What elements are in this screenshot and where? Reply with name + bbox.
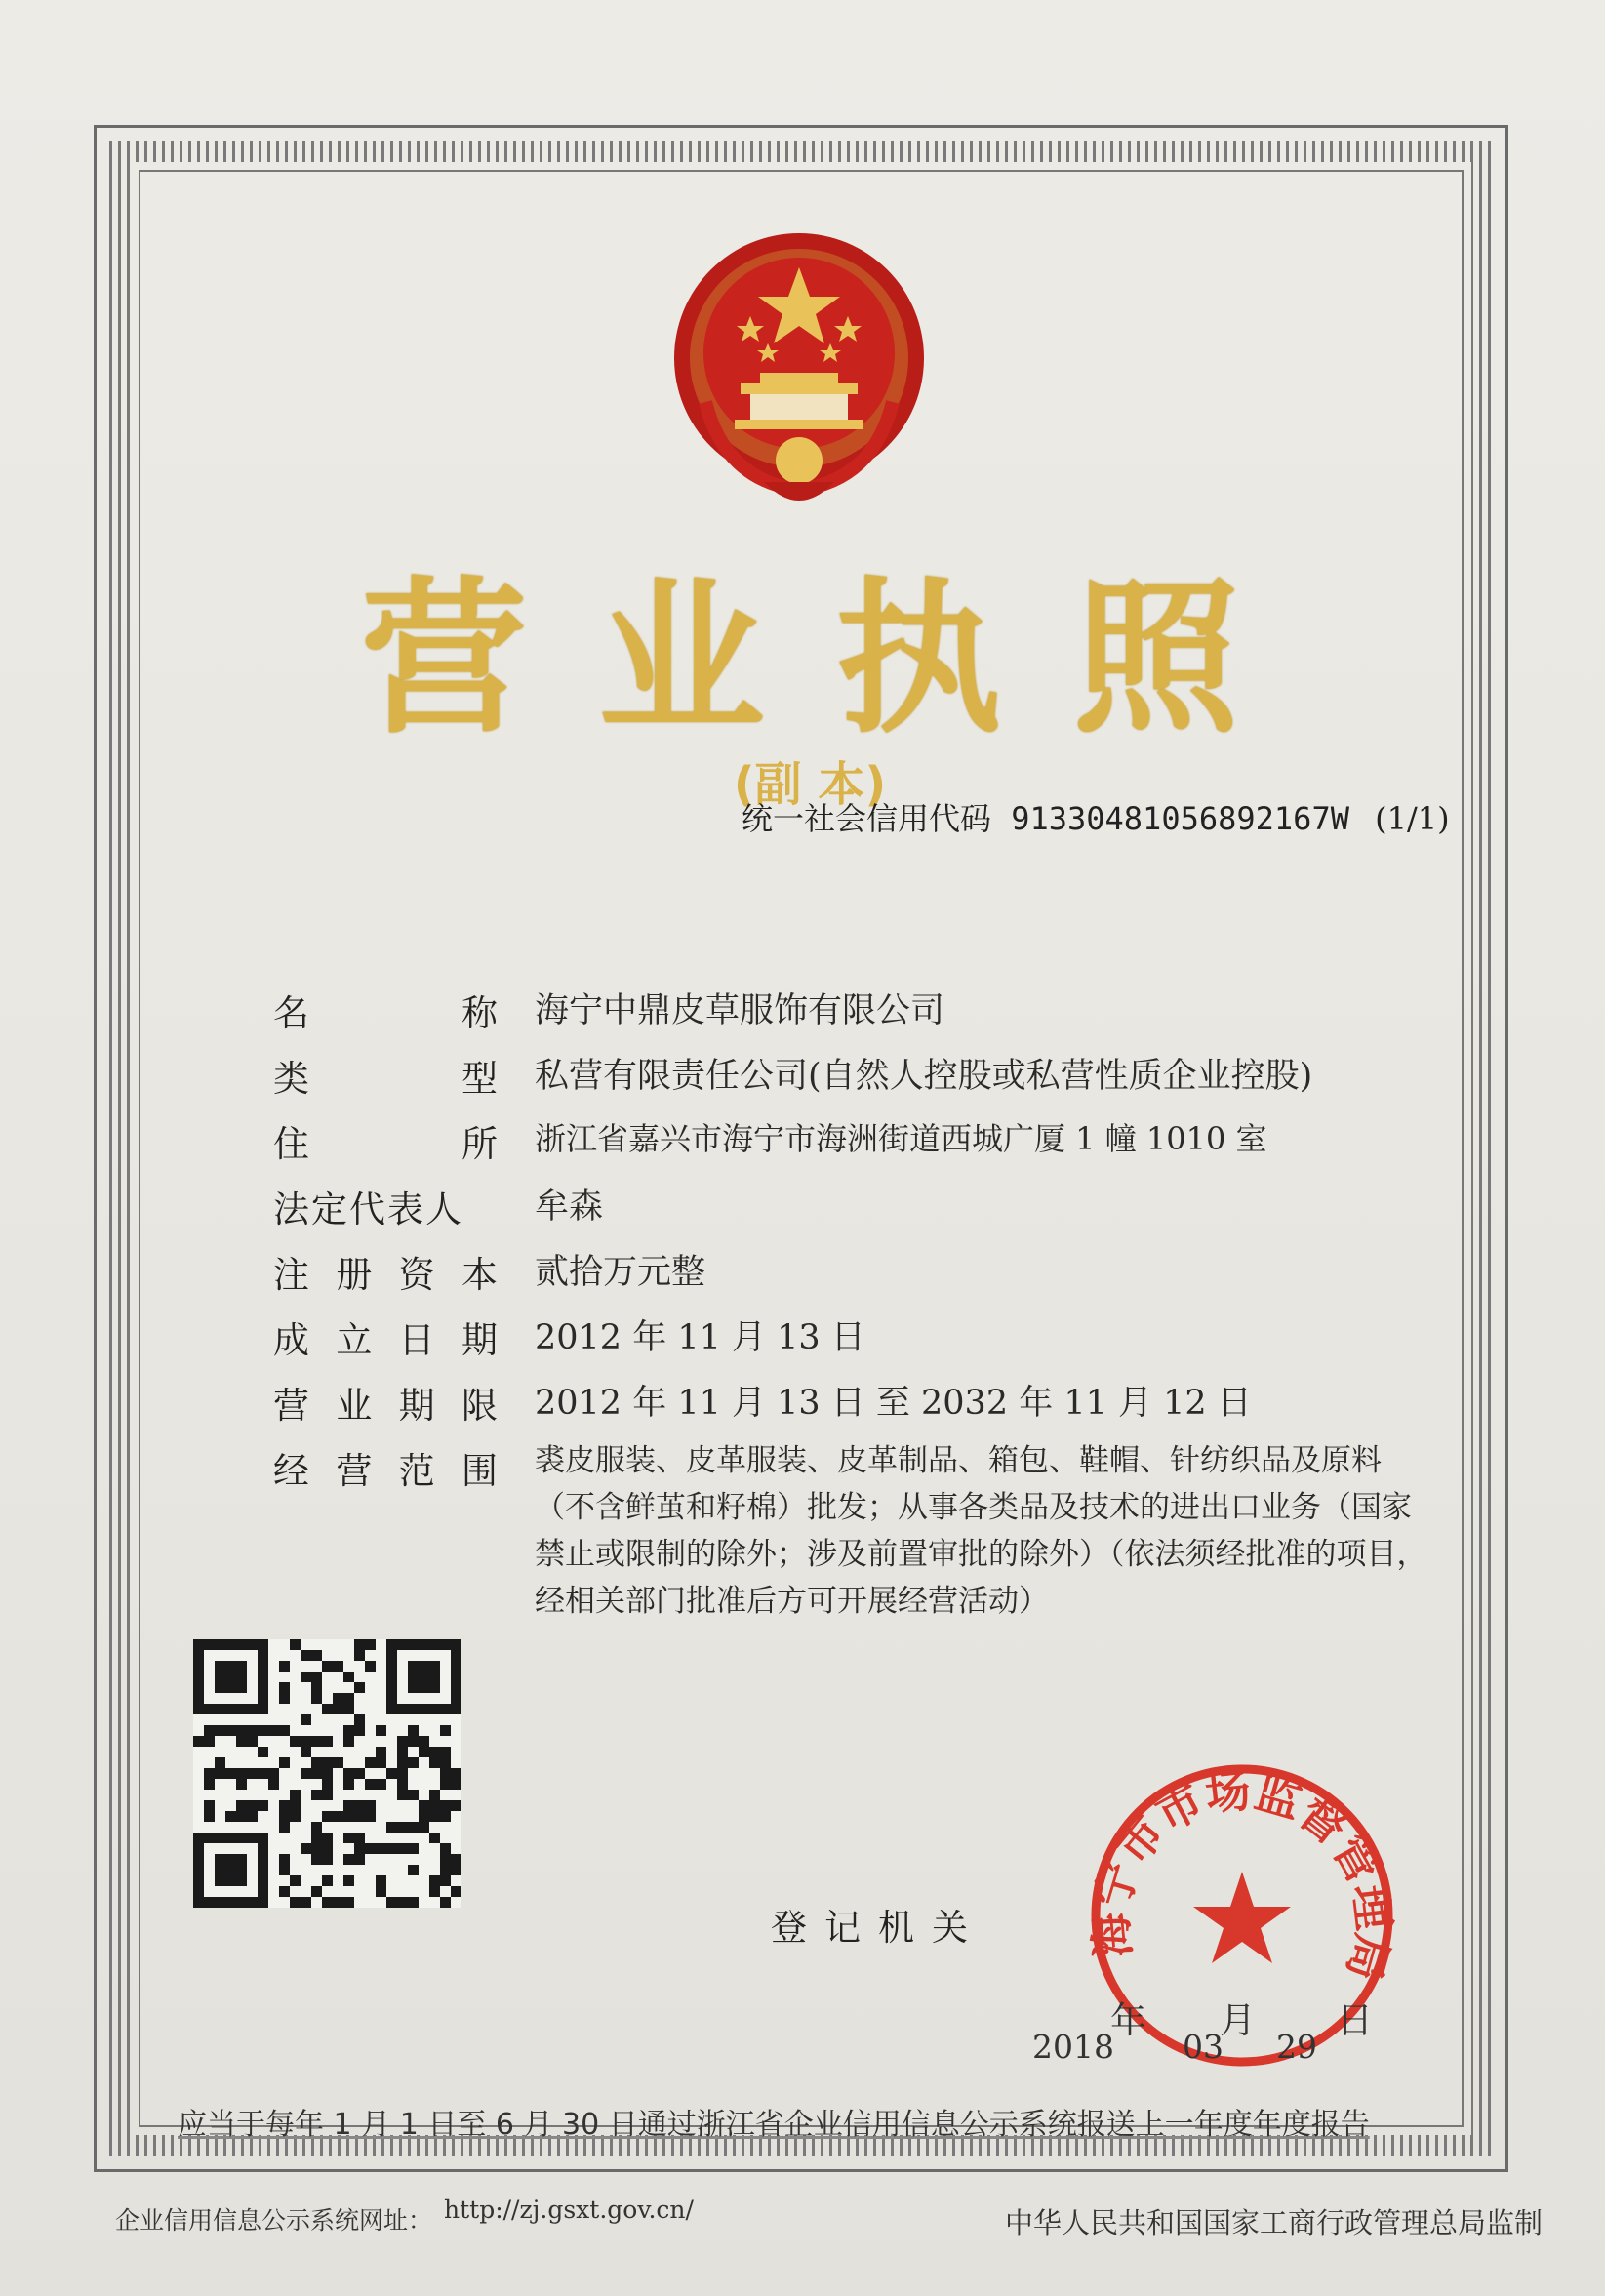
qr-module xyxy=(397,1747,408,1757)
qr-module xyxy=(408,1843,419,1854)
qr-module xyxy=(322,1790,333,1800)
qr-module xyxy=(343,1672,354,1682)
qr-module xyxy=(365,1779,376,1790)
qr-module xyxy=(279,1822,290,1833)
qr-module xyxy=(451,1768,461,1779)
qr-module xyxy=(354,1650,365,1661)
qr-module xyxy=(386,1897,397,1908)
qr-module xyxy=(354,1811,365,1822)
issue-day: 29 xyxy=(1276,2028,1317,2066)
title-char: 营 xyxy=(361,562,528,756)
qr-module xyxy=(451,1800,461,1811)
qr-code[interactable] xyxy=(193,1639,461,1908)
qr-module xyxy=(376,1747,386,1757)
qr-module xyxy=(451,1854,461,1865)
qr-module xyxy=(290,1897,301,1908)
qr-module xyxy=(440,1757,451,1768)
qr-module xyxy=(322,1833,333,1843)
qr-module xyxy=(343,1811,354,1822)
qr-module xyxy=(419,1811,429,1822)
qr-module xyxy=(311,1650,322,1661)
title-char: 照 xyxy=(1072,562,1239,756)
qr-module xyxy=(333,1811,343,1822)
qr-module xyxy=(376,1886,386,1897)
qr-module xyxy=(440,1843,451,1854)
qr-module xyxy=(301,1843,311,1854)
qr-module xyxy=(258,1800,268,1811)
qr-module xyxy=(322,1843,333,1854)
field-value-company-type: 私营有限责任公司(自然人控股或私营性质企业控股) xyxy=(535,1057,1313,1096)
qr-module xyxy=(247,1736,258,1747)
qr-module xyxy=(440,1779,451,1790)
field-row-established xyxy=(273,1303,1444,1368)
qr-module xyxy=(354,1682,365,1693)
qr-module xyxy=(408,1757,419,1768)
document-title xyxy=(361,546,1239,756)
qr-module xyxy=(322,1704,333,1714)
qr-module xyxy=(247,1725,258,1736)
field-row-type xyxy=(273,1041,1444,1107)
qr-module xyxy=(215,1768,225,1779)
qr-module xyxy=(290,1790,301,1800)
credit-code-label: 统一社会信用代码 xyxy=(742,800,992,837)
qr-module xyxy=(204,1811,215,1822)
qr-module xyxy=(290,1800,301,1811)
qr-module xyxy=(440,1811,451,1822)
issue-day-label: 日 xyxy=(1337,1999,1373,2041)
qr-module xyxy=(440,1768,451,1779)
qr-module xyxy=(268,1768,279,1779)
qr-module xyxy=(311,1682,322,1693)
qr-module xyxy=(451,1865,461,1875)
qr-module xyxy=(279,1865,290,1875)
qr-module xyxy=(236,1779,247,1790)
qr-module xyxy=(376,1725,386,1736)
field-row-legal-rep xyxy=(273,1172,1444,1237)
qr-module xyxy=(279,1693,290,1704)
qr-module xyxy=(311,1693,322,1704)
title-char: 业 xyxy=(598,562,765,756)
qr-module xyxy=(440,1897,451,1908)
qr-module xyxy=(225,1725,236,1736)
qr-module xyxy=(311,1822,322,1833)
qr-module xyxy=(429,1757,440,1768)
qr-module xyxy=(279,1757,290,1768)
qr-module xyxy=(429,1747,440,1757)
qr-module xyxy=(322,1875,333,1886)
qr-module xyxy=(236,1725,247,1736)
qr-module xyxy=(333,1757,343,1768)
qr-module xyxy=(354,1714,365,1725)
qr-module xyxy=(354,1800,365,1811)
qr-module xyxy=(354,1768,365,1779)
qr-module xyxy=(322,1897,333,1908)
qr-module xyxy=(193,1736,204,1747)
qr-module xyxy=(311,1757,322,1768)
qr-module xyxy=(279,1682,290,1693)
qr-module xyxy=(333,1661,343,1672)
qr-module xyxy=(204,1779,215,1790)
seal-text: 海宁市市场监督管理局 xyxy=(1083,1763,1401,1987)
qr-module xyxy=(311,1843,322,1854)
issue-month: 03 xyxy=(1183,2028,1224,2066)
qr-module xyxy=(343,1779,354,1790)
qr-module xyxy=(322,1779,333,1790)
qr-module xyxy=(397,1768,408,1779)
field-label: 类 型 xyxy=(273,1058,498,1100)
field-label: 法定代表人 xyxy=(273,1188,463,1230)
credit-code-value: 91330481056892167W xyxy=(1011,800,1349,837)
issue-year-label: 年 xyxy=(1110,1999,1146,2041)
qr-module xyxy=(365,1757,376,1768)
qr-module xyxy=(268,1725,279,1736)
qr-module xyxy=(290,1736,301,1747)
qr-module xyxy=(429,1875,440,1886)
field-row-name xyxy=(273,976,1444,1041)
qr-module xyxy=(247,1800,258,1811)
qr-module xyxy=(301,1672,311,1682)
credit-code-line xyxy=(742,794,1454,843)
qr-module xyxy=(419,1800,429,1811)
qr-module xyxy=(333,1693,343,1704)
qr-module xyxy=(386,1843,397,1854)
qr-module xyxy=(429,1886,440,1897)
qr-module xyxy=(301,1650,311,1661)
footer-website-label: 企业信用信息公示系统网址： xyxy=(115,2206,433,2235)
qr-module xyxy=(440,1875,451,1886)
qr-module xyxy=(204,1736,215,1747)
qr-module xyxy=(429,1833,440,1843)
qr-module xyxy=(301,1736,311,1747)
field-row-address xyxy=(273,1107,1444,1172)
qr-module xyxy=(215,1725,225,1736)
field-row-scope xyxy=(273,1433,1444,1625)
qr-module xyxy=(354,1725,365,1736)
qr-module xyxy=(397,1736,408,1747)
qr-module xyxy=(440,1865,451,1875)
field-row-capital xyxy=(273,1237,1444,1303)
qr-module xyxy=(322,1811,333,1822)
field-value-business-scope: 裘皮服装、皮革服装、皮革制品、箱包、鞋帽、针纺织品及原料（不含鲜茧和籽棉）批发；从事各类品及技术的进出口业务（国家禁止或限制的除外；涉及前置审批的除外）（依法须经批准的项目，经相关部门批准后方可开展经营活动） xyxy=(535,1443,1427,1619)
qr-module xyxy=(333,1704,343,1714)
title-char: 执 xyxy=(835,562,1002,756)
qr-module xyxy=(258,1768,268,1779)
qr-module xyxy=(301,1714,311,1725)
qr-module xyxy=(408,1822,419,1833)
qr-module xyxy=(408,1897,419,1908)
qr-module xyxy=(258,1725,268,1736)
registrar-label: 登记机关 xyxy=(771,1907,985,1949)
qr-module xyxy=(322,1736,333,1747)
field-value-term: 2012 年 11 月 13 日 至 2032 年 11 月 12 日 xyxy=(535,1384,1252,1423)
qr-module xyxy=(376,1779,386,1790)
qr-module xyxy=(376,1843,386,1854)
qr-module xyxy=(365,1800,376,1811)
qr-module xyxy=(311,1886,322,1897)
qr-module xyxy=(279,1661,290,1672)
license-fields xyxy=(273,976,1444,1625)
qr-module xyxy=(440,1854,451,1865)
field-value-address: 浙江省嘉兴市海宁市海洲街道西城广厦 1 幢 1010 室 xyxy=(535,1120,1267,1157)
qr-module xyxy=(311,1736,322,1747)
qr-module xyxy=(397,1843,408,1854)
qr-module xyxy=(451,1779,461,1790)
qr-module xyxy=(279,1800,290,1811)
qr-module xyxy=(376,1757,386,1768)
field-value-legal-rep: 牟森 xyxy=(535,1188,604,1227)
qr-module xyxy=(311,1833,322,1843)
qr-module xyxy=(354,1843,365,1854)
qr-module xyxy=(408,1725,419,1736)
qr-module xyxy=(440,1747,451,1757)
qr-module xyxy=(440,1725,451,1736)
qr-module xyxy=(386,1822,397,1833)
qr-module xyxy=(247,1768,258,1779)
qr-module xyxy=(290,1811,301,1822)
qr-module xyxy=(215,1757,225,1768)
field-value-capital: 贰拾万元整 xyxy=(535,1253,706,1292)
qr-module xyxy=(343,1768,354,1779)
qr-module xyxy=(204,1800,215,1811)
qr-module xyxy=(236,1736,247,1747)
qr-module xyxy=(258,1747,268,1757)
qr-module xyxy=(311,1672,322,1682)
qr-module xyxy=(397,1790,408,1800)
field-label: 注 册 资 本 xyxy=(273,1254,498,1296)
national-emblem-icon xyxy=(666,226,932,519)
qr-module xyxy=(343,1736,354,1747)
qr-module xyxy=(440,1800,451,1811)
qr-module xyxy=(354,1639,365,1650)
qr-module xyxy=(386,1768,397,1779)
field-value-company-name: 海宁中鼎皮草服饰有限公司 xyxy=(535,991,945,1030)
field-label: 名 称 xyxy=(273,992,498,1034)
qr-module xyxy=(290,1875,301,1886)
field-value-established: 2012 年 11 月 13 日 xyxy=(535,1318,865,1357)
qr-module xyxy=(204,1725,215,1736)
qr-module xyxy=(429,1811,440,1822)
qr-module xyxy=(225,1811,236,1822)
qr-module xyxy=(354,1854,365,1865)
footer-website-url[interactable]: http://zj.gsxt.gov.cn/ xyxy=(444,2195,694,2224)
qr-module xyxy=(408,1790,419,1800)
qr-module xyxy=(290,1639,301,1650)
qr-module xyxy=(408,1865,419,1875)
qr-module xyxy=(397,1822,408,1833)
field-label: 成 立 日 期 xyxy=(273,1319,498,1361)
qr-module xyxy=(236,1811,247,1822)
qr-module xyxy=(429,1800,440,1811)
qr-module xyxy=(301,1747,311,1757)
qr-module xyxy=(279,1725,290,1736)
field-label: 住 所 xyxy=(273,1123,498,1165)
qr-module xyxy=(279,1886,290,1897)
qr-module xyxy=(204,1768,215,1779)
qr-module xyxy=(365,1811,376,1822)
qr-module xyxy=(365,1843,376,1854)
qr-module xyxy=(397,1779,408,1790)
qr-module xyxy=(301,1897,311,1908)
qr-module xyxy=(279,1854,290,1865)
qr-module xyxy=(322,1854,333,1865)
qr-module xyxy=(322,1768,333,1779)
qr-module xyxy=(343,1833,354,1843)
qr-module xyxy=(365,1639,376,1650)
qr-module xyxy=(247,1811,258,1822)
qr-module xyxy=(343,1800,354,1811)
qr-module xyxy=(225,1768,236,1779)
qr-module xyxy=(408,1736,419,1747)
qr-module xyxy=(343,1725,354,1736)
qr-module xyxy=(236,1800,247,1811)
qr-module xyxy=(419,1736,429,1747)
qr-module xyxy=(343,1897,354,1908)
qr-module xyxy=(365,1661,376,1672)
qr-module xyxy=(311,1768,322,1779)
qr-module xyxy=(311,1854,322,1865)
qr-module xyxy=(333,1897,343,1908)
qr-module xyxy=(376,1875,386,1886)
qr-module xyxy=(343,1854,354,1865)
footer-supervisor: 中华人民共和国国家工商行政管理总局监制 xyxy=(1005,2206,1544,2239)
qr-module xyxy=(236,1768,247,1779)
field-label: 经 营 范 围 xyxy=(273,1450,498,1492)
qr-module xyxy=(268,1779,279,1790)
qr-module xyxy=(419,1747,429,1757)
annual-report-notice: 应当于每年 1 月 1 日至 6 月 30 日通过浙江省企业信用信息公示系统报送上一年度年度报告 xyxy=(178,2108,1370,2142)
qr-module xyxy=(301,1768,311,1779)
qr-module xyxy=(451,1886,461,1897)
qr-module xyxy=(343,1704,354,1714)
field-row-term xyxy=(273,1368,1444,1433)
page-indicator: (1/1) xyxy=(1375,800,1450,837)
field-label: 营 业 期 限 xyxy=(273,1385,498,1427)
qr-module xyxy=(419,1822,429,1833)
qr-module xyxy=(397,1757,408,1768)
qr-module xyxy=(343,1875,354,1886)
qr-module xyxy=(322,1757,333,1768)
qr-module xyxy=(343,1693,354,1704)
qr-module xyxy=(279,1811,290,1822)
issue-year: 2018 xyxy=(1032,2028,1114,2066)
issue-month-label: 月 xyxy=(1220,1999,1256,2041)
qr-module xyxy=(429,1790,440,1800)
qr-module xyxy=(354,1833,365,1843)
copy-mark: (副 本) xyxy=(733,757,887,812)
qr-module xyxy=(322,1661,333,1672)
qr-module xyxy=(397,1897,408,1908)
qr-module xyxy=(311,1790,322,1800)
